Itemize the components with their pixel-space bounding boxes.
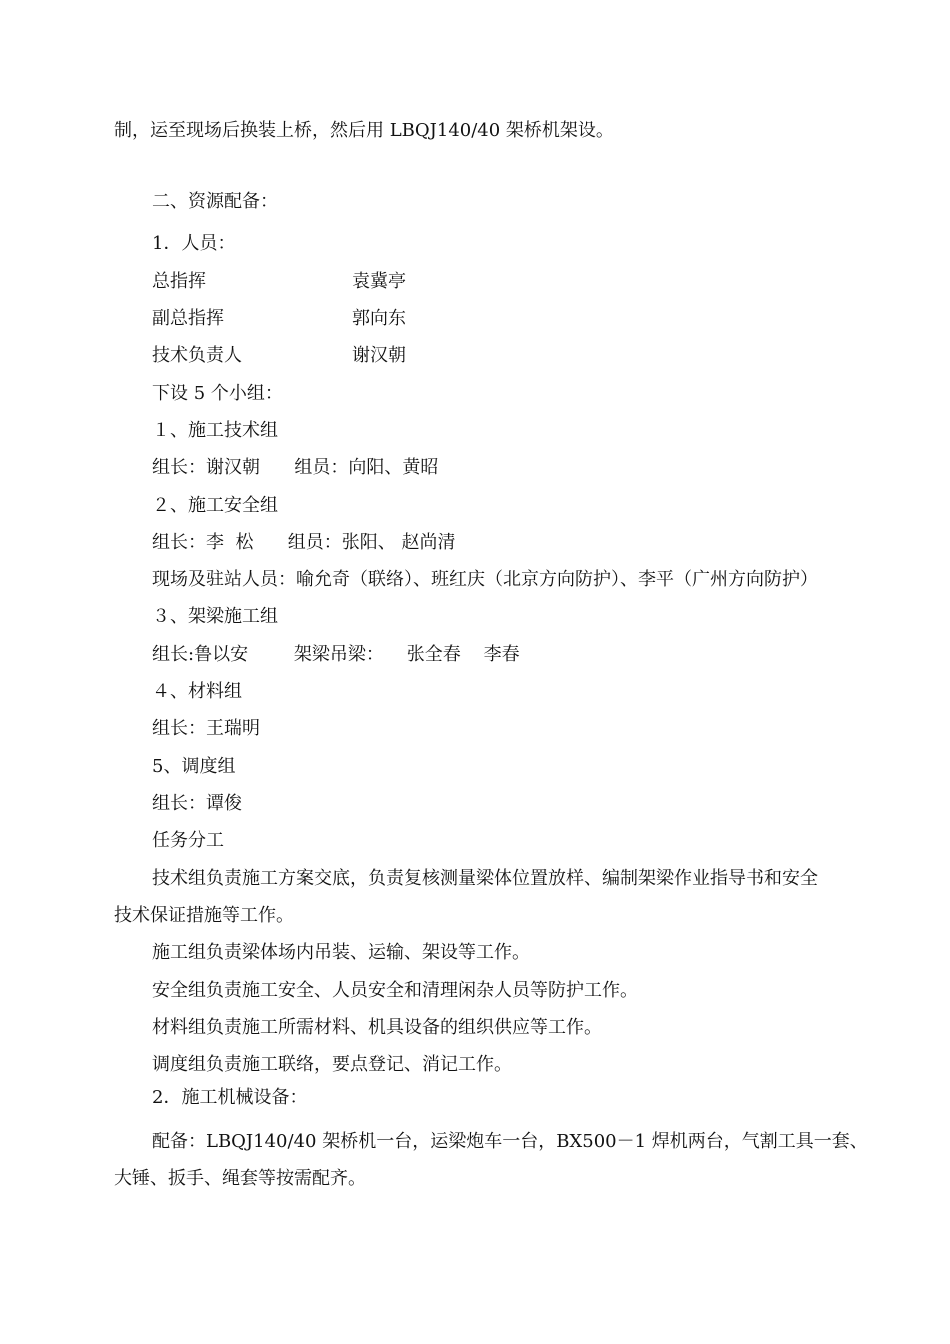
subsection-title-equipment: 2．施工机械设备： xyxy=(152,1087,308,1108)
leader-role-commander: 总指挥 xyxy=(152,271,206,292)
subsection-title-personnel: 1．人员： xyxy=(152,233,236,254)
task-safety: 安全组负责施工安全、人员安全和清理闲杂人员等防护工作。 xyxy=(152,980,638,1001)
groups-intro: 下设 5 个小组： xyxy=(152,383,283,404)
equipment-line2: 大锤、扳手、绳套等按需配齐。 xyxy=(114,1168,366,1189)
group4-members: 组长：王瑞明 xyxy=(152,718,260,739)
section-title-resources: 二、资源配备： xyxy=(152,191,278,212)
group5-members: 组长：谭俊 xyxy=(152,793,242,814)
leader-name-commander: 袁冀亭 xyxy=(352,271,406,292)
group3-title: ３、架梁施工组 xyxy=(152,606,278,627)
group3-members: 组长:鲁以安 架梁吊梁： 张全春 李春 xyxy=(152,644,520,665)
tasks-title: 任务分工 xyxy=(152,830,224,851)
group4-title: ４、材料组 xyxy=(152,681,242,702)
leader-name-deputy: 郭向东 xyxy=(352,308,406,329)
group1-title: １、施工技术组 xyxy=(152,420,278,441)
group5-title: 5、调度组 xyxy=(152,756,236,777)
leader-role-technical: 技术负责人 xyxy=(152,345,242,366)
task-construction: 施工组负责梁体场内吊装、运输、架设等工作。 xyxy=(152,942,530,963)
equipment-line1: 配备：LBQJ140/40 架桥机一台，运梁炮车一台，BX500－1 焊机两台，气割工具一套、 xyxy=(152,1131,868,1152)
task-material: 材料组负责施工所需材料、机具设备的组织供应等工作。 xyxy=(152,1017,602,1038)
group1-members: 组长：谢汉朝 组员：向阳、黄昭 xyxy=(152,457,439,478)
leader-name-technical: 谢汉朝 xyxy=(352,345,406,366)
leader-role-deputy: 副总指挥 xyxy=(152,308,224,329)
group2-onsite-staff: 现场及驻站人员：喻允奇（联络）、班红庆（北京方向防护）、李平（广州方向防护） xyxy=(152,569,818,590)
task-technical-line2: 技术保证措施等工作。 xyxy=(114,905,294,926)
group2-members: 组长：李 松 组员：张阳、 赵尚清 xyxy=(152,532,456,553)
group2-title: ２、施工安全组 xyxy=(152,495,278,516)
task-dispatch: 调度组负责施工联络，要点登记、消记工作。 xyxy=(152,1054,512,1075)
task-technical-line1: 技术组负责施工方案交底，负责复核测量梁体位置放样、编制架梁作业指导书和安全 xyxy=(152,868,818,889)
paragraph-continuation: 制，运至现场后换装上桥，然后用 LBQJ140/40 架桥机架设。 xyxy=(114,120,614,141)
